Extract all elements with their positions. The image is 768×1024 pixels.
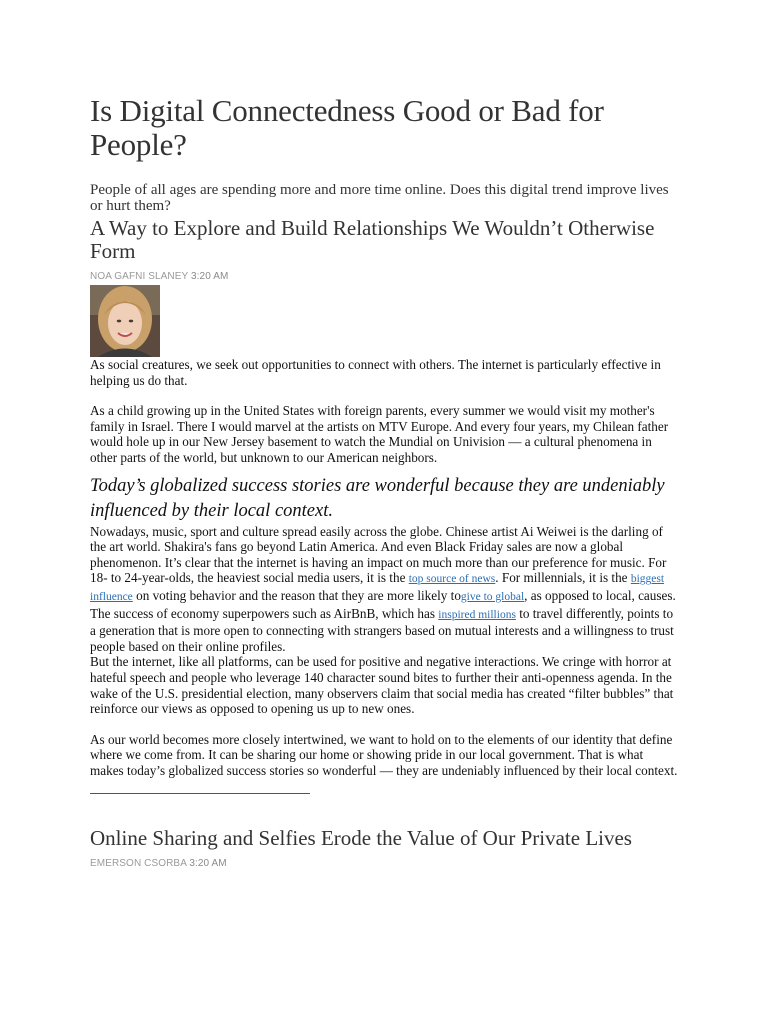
paragraph: As social creatures, we seek out opportunities to connect with others. The internet is particularly effective in helping us do that. [90,357,661,388]
paragraph: As a child growing up in the United States with foreign parents, every summer we would visit my mother's family in Israel. There I would marvel at the artists on MTV Europe. And every four years, my Chilean father would hole up in our New Jersey basement to watch the Mundial on Univision — a cultural phenomena in other parts of the world, but unknown to our American neighbors. [90,403,669,465]
paragraph-text: Nowadays, music, sport and culture spread easily across the globe. Chinese artist Ai Weiwei is the darling of the art world. Shakira's fans go beyond Latin America. And even Black Friday sales are now a global phenomenon. It’s clear that the internet is having an impact on much more than our preference for music. For 18- to 24-year-olds, the heaviest social media users, it is the [90,523,667,586]
paragraph: As our world becomes more closely intertwined, we want to hold on to the elements of our identity that define where we come from. It can be sharing our home or showing pride in our local government. That is what makes today’s globalized success stories so wonderful — they are undeniably influenced by their local context. [90,731,678,778]
byline [90,858,680,869]
timestamp: 3:20 AM [189,858,227,870]
timestamp: 3:20 AM [191,271,229,282]
paragraph [90,524,680,655]
page-content [90,94,680,869]
link-biggest-influence[interactable]: biggest influence [90,573,665,603]
pull-quote: Today’s globalized success stories are wonderful because they are undeniably influenced by their local context. [90,475,665,521]
divider [90,793,310,794]
author-name[interactable]: EMERSON CSORBA [90,858,187,870]
paragraph-text: to travel differently, points to a generation that is more open to connecting with strangers based on mutual interests and a willingness to trust people based on their online profiles. [90,605,674,654]
second-article-title[interactable]: Online Sharing and Selfies Erode the Value of Our Private Lives [90,826,632,851]
link-give-to-global[interactable]: give to global [460,590,525,603]
paragraph-text: , as opposed to local, causes. The success of economy superpowers such as AirBnB, which has [90,587,676,621]
author-name[interactable]: NOA GAFNI SLANEY [90,271,189,282]
link-top-source-of-news[interactable]: top source of news [408,573,496,586]
article-title[interactable]: A Way to Explore and Build Relationships We Wouldn’t Otherwise Form [90,216,655,263]
byline [90,271,680,282]
author-photo-icon [90,285,160,357]
page-title: Is Digital Connectedness Good or Bad for People? [90,93,604,162]
link-inspired-millions[interactable]: inspired millions [438,608,516,621]
paragraph-text: on voting behavior and the reason that they are more likely to [132,587,461,603]
author-avatar [90,285,160,357]
page-subtitle: People of all ages are spending more and more time online. Does this digital trend improve lives or hurt them? [90,182,669,214]
paragraph-text: . For millennials, it is the [495,570,631,586]
paragraph: But the internet, like all platforms, can be used for positive and negative interactions. We cringe with horror at hateful speech and people who leverage 140 character sound bites to further their anti-openness agenda. In the wake of the U.S. presidential election, many observers claim that social media has created “filter bubbles” that reinforce our views as opposed to opening us up to new ones. [90,654,674,717]
